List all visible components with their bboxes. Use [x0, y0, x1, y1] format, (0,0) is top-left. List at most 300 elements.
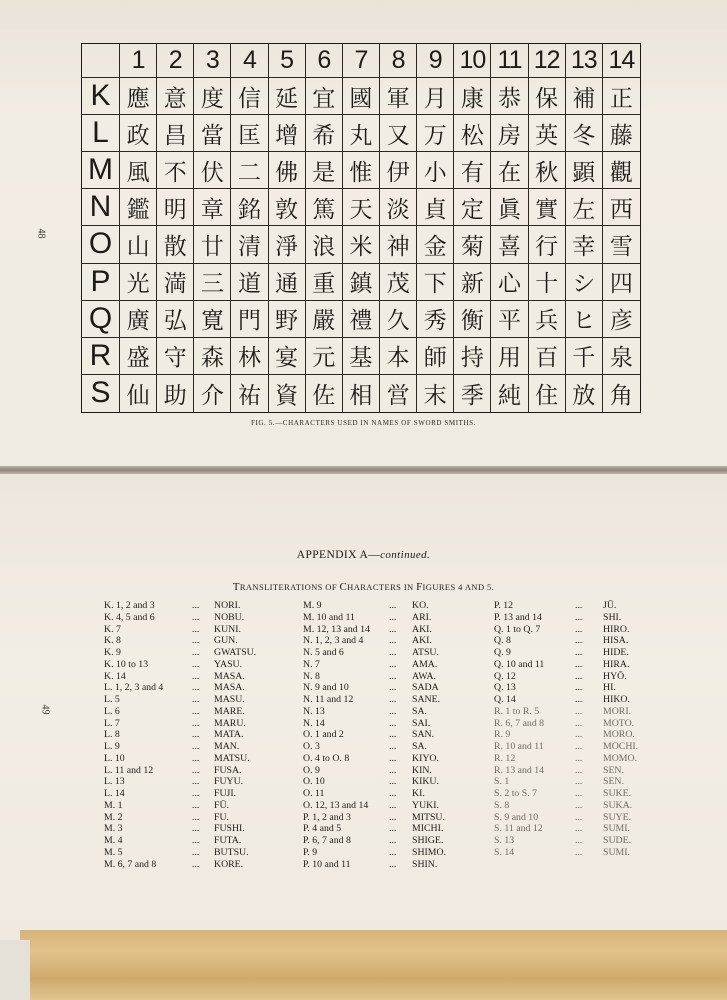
kanji-cell: 弘: [157, 301, 194, 338]
kanji-cell: 宜: [306, 78, 343, 115]
transliteration-ref: S. 11 and 12: [494, 823, 543, 835]
transliteration-value: MASA.: [214, 670, 245, 682]
kanji-cell: 久: [380, 301, 417, 338]
kanji-cell: 散: [157, 226, 194, 263]
transliteration-value: SHI.: [603, 611, 622, 623]
leader-dots: ...: [192, 776, 200, 788]
leader-dots: ...: [575, 752, 583, 764]
transliteration-ref: R. 12: [494, 752, 516, 764]
leader-dots: ...: [192, 752, 200, 764]
page-edge-shadow: [0, 940, 30, 1000]
leader-dots: ...: [389, 611, 397, 623]
leader-dots: ...: [389, 858, 397, 870]
transliteration-value: HIRA.: [603, 658, 630, 670]
kanji-cell: 不: [157, 152, 194, 189]
kanji-cell: 幸: [566, 226, 603, 263]
leader-dots: ...: [575, 600, 583, 611]
kanji-cell: 恭: [491, 78, 528, 115]
leader-dots: ...: [389, 752, 397, 764]
transliteration-value: KUNI.: [214, 623, 241, 635]
transliteration-ref: L. 6: [104, 705, 120, 717]
transliteration-value: NOBU.: [214, 611, 245, 623]
transliteration-value: HISA.: [603, 635, 629, 647]
transliteration-ref: Q. 10 and 11: [494, 658, 545, 670]
leader-dots: ...: [575, 799, 583, 811]
leader-dots: ...: [575, 788, 583, 799]
transliteration-ref: L. 5: [104, 694, 120, 705]
kanji-cell: 角: [609, 382, 633, 409]
column-header: 1: [120, 44, 157, 78]
transliteration-ref: M. 6, 7 and 8: [104, 858, 157, 870]
leader-dots: ...: [192, 835, 200, 846]
leader-dots: ...: [575, 670, 583, 682]
transliteration-ref: K. 9: [104, 647, 121, 658]
kanji-cell: 助: [157, 375, 194, 412]
transliteration-value: HIDE.: [603, 647, 629, 658]
kanji-cell: 正: [603, 78, 640, 115]
kanji-cell: 光: [120, 264, 157, 301]
leader-dots: ...: [575, 823, 583, 835]
kanji-cell: 禮: [343, 301, 380, 338]
kanji-cell: 浪: [306, 226, 343, 263]
kanji-cell: 增: [269, 115, 306, 152]
row-header: R: [82, 338, 120, 375]
transliteration-ref: S. 2 to S. 7: [494, 788, 538, 799]
transliteration-ref: O. 9: [303, 764, 320, 776]
leader-dots: ...: [192, 788, 200, 799]
kanji-cell: 行: [529, 226, 566, 263]
row-header: N: [82, 189, 120, 226]
leader-dots: ...: [575, 835, 583, 846]
transliteration-value: SHIMO.: [412, 846, 447, 858]
transliteration-value: AKI.: [412, 623, 432, 635]
transliteration-value: AMA.: [412, 658, 438, 670]
transliteration-ref: P. 1, 2 and 3: [303, 811, 351, 823]
kanji-cell: シ: [566, 264, 603, 301]
kanji-cell: 新: [454, 264, 491, 301]
transliteration-ref: N. 7: [303, 658, 320, 670]
transliteration-ref: O. 3: [303, 741, 320, 752]
transliteration-ref: S. 1: [494, 776, 510, 788]
kanji-cell: 重: [306, 264, 343, 301]
transliteration-ref: S. 14: [494, 846, 515, 858]
transliteration-value: MITSU.: [412, 811, 445, 823]
transliteration-ref: K. 14: [104, 670, 126, 682]
transliteration-ref: S. 8: [494, 799, 510, 811]
transliteration-value: KIN.: [412, 764, 432, 776]
leader-dots: ...: [575, 764, 583, 776]
kanji-cell: 章: [194, 189, 231, 226]
kanji-cell: 匡: [231, 115, 268, 152]
transliteration-value: MARU.: [214, 717, 246, 729]
kanji-cell: 茂: [380, 264, 417, 301]
transliteration-ref: R. 13 and 14: [494, 764, 545, 776]
leader-dots: ...: [575, 846, 583, 858]
kanji-cell: 定: [454, 189, 491, 226]
transliteration-ref: M. 4: [104, 835, 123, 846]
kanji-cell: 本: [380, 338, 417, 375]
transliteration-value: ATSU.: [412, 647, 439, 658]
column-header: 5: [269, 44, 306, 78]
kanji-cell: 末: [417, 375, 454, 412]
leader-dots: ...: [575, 682, 583, 694]
subtitle-part-2: HARACTERS IN: [347, 582, 417, 592]
kanji-cell: 秀: [417, 301, 454, 338]
transliteration-value: SAI.: [412, 717, 431, 729]
leader-dots: ...: [389, 670, 397, 682]
kanji-cell: 衡: [454, 301, 491, 338]
transliteration-value: MOMO.: [603, 752, 638, 764]
kanji-cell: 明: [157, 189, 194, 226]
kanji-cell: 又: [380, 115, 417, 152]
transliteration-ref: K. 4, 5 and 6: [104, 611, 155, 623]
kanji-cell: 千: [566, 338, 603, 375]
transliteration-ref: L. 11 and 12: [104, 764, 154, 776]
transliteration-value: MOCHI.: [603, 741, 639, 752]
transliteration-ref: Q. 13: [494, 682, 516, 694]
kanji-cell: 軍: [380, 78, 417, 115]
kanji-cell: 顕: [566, 152, 603, 189]
kanji-cell: 政: [120, 115, 157, 152]
transliteration-ref: O. 12, 13 and 14: [303, 799, 369, 811]
leader-dots: ...: [192, 682, 200, 694]
leader-dots: ...: [389, 682, 397, 694]
kanji-cell: 佐: [306, 375, 343, 412]
transliteration-ref: M. 12, 13 and 14: [303, 623, 370, 635]
leader-dots: ...: [575, 647, 583, 658]
kanji-cell: 林: [231, 338, 268, 375]
leader-dots: ...: [389, 764, 397, 776]
leader-dots: ...: [192, 729, 200, 741]
transliteration-ref: P. 12: [494, 600, 514, 611]
transliteration-value: MATSU.: [214, 752, 250, 764]
column-header: 12: [529, 44, 566, 78]
transliteration-value: AWA.: [412, 670, 436, 682]
transliteration-value: YUKI.: [412, 799, 439, 811]
column-header: 6: [306, 44, 343, 78]
leader-dots: ...: [192, 717, 200, 729]
appendix-title-main: APPENDIX A—: [296, 549, 381, 561]
transliteration-value: FŪ.: [214, 799, 229, 811]
transliteration-value: MICHI.: [412, 823, 444, 835]
transliteration-ref: N. 11 and 12: [303, 694, 354, 705]
kanji-cell: 補: [566, 78, 603, 115]
transliteration-ref: S. 13: [494, 835, 515, 846]
transliteration-ref: R. 1 to R. 5: [494, 705, 540, 717]
kanji-cell: 満: [157, 264, 194, 301]
subtitle-c: C: [339, 581, 348, 593]
kanji-cell: 淡: [380, 189, 417, 226]
kanji-cell: 康: [454, 78, 491, 115]
kanji-cell: 元: [306, 338, 343, 375]
kanji-cell: 是: [306, 152, 343, 189]
kanji-cell: 小: [417, 152, 454, 189]
column-header: 4: [231, 44, 268, 78]
row-header: L: [82, 115, 120, 152]
column-header: 13: [566, 44, 603, 78]
kanji-cell: 用: [491, 338, 528, 375]
leader-dots: ...: [192, 623, 200, 635]
transliteration-value: HIKO.: [603, 694, 630, 705]
transliteration-value: HIRO.: [603, 623, 630, 635]
kanji-cell: 三: [194, 264, 231, 301]
transliteration-ref: S. 9 and 10: [494, 811, 539, 823]
transliteration-ref: K. 1, 2 and 3: [104, 600, 155, 611]
kanji-cell: 嚴: [306, 301, 343, 338]
transliteration-ref: L. 14: [104, 788, 125, 799]
transliteration-value: KI.: [412, 788, 425, 799]
transliteration-value: SA.: [412, 705, 427, 717]
leader-dots: ...: [192, 635, 200, 647]
kanji-cell: 觀: [603, 152, 640, 189]
kanji-cell: 野: [269, 301, 306, 338]
kanji-cell: 二: [231, 152, 268, 189]
leader-dots: ...: [192, 741, 200, 752]
leader-dots: ...: [389, 835, 397, 846]
transliteration-ref: N. 5 and 6: [303, 647, 344, 658]
transliteration-ref: L. 1, 2, 3 and 4: [104, 682, 164, 694]
transliteration-ref: R. 10 and 11: [494, 741, 544, 752]
kanji-cell: 冬: [566, 115, 603, 152]
kanji-cell: 彦: [603, 301, 640, 338]
transliteration-value: FUSA.: [214, 764, 242, 776]
transliteration-value: MASU.: [214, 694, 245, 705]
leader-dots: ...: [192, 764, 200, 776]
page-number-48: 48: [35, 228, 47, 239]
transliteration-ref: Q. 9: [494, 647, 511, 658]
transliteration-value: SUMI.: [603, 823, 630, 835]
kanji-cell: 有: [454, 152, 491, 189]
transliteration-ref: O. 4 to O. 8: [303, 752, 350, 764]
transliteration-value: SUKA.: [603, 799, 633, 811]
kanji-cell: 眞: [491, 189, 528, 226]
transliteration-ref: O. 10: [303, 776, 325, 788]
kanji-cell: 月: [417, 78, 454, 115]
transliteration-ref: N. 9 and 10: [303, 682, 349, 694]
kanji-cell: 淨: [269, 226, 306, 263]
transliteration-value: ARI.: [412, 611, 432, 623]
transliteration-ref: L. 10: [104, 752, 125, 764]
transliteration-ref: N. 14: [303, 717, 325, 729]
transliteration-value: KO.: [412, 600, 429, 611]
transliteration-ref: K. 7: [104, 623, 121, 635]
transliteration-value: HI.: [603, 682, 616, 694]
table-corner-cell: [82, 44, 120, 78]
kanji-cell: 伊: [380, 152, 417, 189]
leader-dots: ...: [192, 694, 200, 705]
appendix-title-continued: continued.: [380, 549, 431, 561]
kanji-cell: 篤: [306, 189, 343, 226]
kanji-cell: 秋: [529, 152, 566, 189]
transliteration-value: KORE.: [214, 858, 244, 870]
leader-dots: ...: [389, 694, 397, 705]
transliteration-value: MAN.: [214, 741, 240, 752]
kanji-cell: 百: [529, 338, 566, 375]
leader-dots: ...: [389, 776, 397, 788]
kanji-cell: 天: [343, 189, 380, 226]
column-header: 7: [343, 44, 380, 78]
kanji-cell: 万: [417, 115, 454, 152]
row-header: S: [82, 375, 120, 412]
transliteration-value: GWATSU.: [214, 647, 257, 658]
kanji-cell: 佛: [269, 152, 306, 189]
transliteration-value: KIYO.: [412, 752, 439, 764]
transliteration-ref: Q. 12: [494, 670, 516, 682]
transliteration-ref: P. 9: [303, 846, 318, 858]
transliteration-ref: M. 3: [104, 823, 123, 835]
transliteration-value: MOTO.: [603, 717, 635, 729]
kanji-cell: 銘: [231, 189, 268, 226]
kanji-cell: 四: [603, 264, 640, 301]
kanji-cell: ヒ: [566, 301, 603, 338]
transliteration-ref: L. 9: [104, 741, 120, 752]
transliteration-ref: L. 8: [104, 729, 120, 741]
transliteration-value: KIKU.: [412, 776, 439, 788]
kanji-cell: 在: [491, 152, 528, 189]
column-header: 2: [157, 44, 194, 78]
kanji-cell: 住: [529, 375, 566, 412]
kanji-cell: 房: [491, 115, 528, 152]
leader-dots: ...: [389, 647, 397, 658]
leader-dots: ...: [389, 658, 397, 670]
page-number-49: 49: [39, 704, 51, 715]
kanji-cell: 基: [343, 338, 380, 375]
transliteration-value: GUN.: [214, 635, 238, 647]
leader-dots: ...: [575, 705, 583, 717]
leader-dots: ...: [389, 635, 397, 647]
kanji-cell: 鑑: [120, 189, 157, 226]
kanji-cell: 藤: [603, 115, 640, 152]
transliteration-ref: O. 11: [303, 788, 325, 799]
kanji-cell: 菊: [454, 226, 491, 263]
column-header: 3: [194, 44, 231, 78]
kanji-cell: 宴: [269, 338, 306, 375]
kanji-cell: 純: [491, 375, 528, 412]
kanji-cell: 金: [417, 226, 454, 263]
leader-dots: ...: [389, 741, 397, 752]
leader-dots: ...: [192, 647, 200, 658]
transliteration-value: SUYE.: [603, 811, 632, 823]
kanji-cell: 意: [157, 78, 194, 115]
kanji-cell: 左: [566, 189, 603, 226]
kanji-cell: 英: [529, 115, 566, 152]
kanji-cell: 保: [529, 78, 566, 115]
transliteration-value: HYŌ.: [603, 670, 627, 682]
kanji-cell: 心: [491, 264, 528, 301]
kanji-cell: 昌: [157, 115, 194, 152]
leader-dots: ...: [192, 811, 200, 823]
leader-dots: ...: [192, 658, 200, 670]
kanji-cell: 敦: [269, 189, 306, 226]
page-48: [0, 0, 727, 466]
kanji-cell: 季: [454, 375, 491, 412]
transliteration-value: FUJI.: [214, 788, 237, 799]
leader-dots: ...: [389, 811, 397, 823]
transliteration-ref: Q. 1 to Q. 7: [494, 623, 541, 635]
figure-caption: FIG. 5.—CHARACTERS USED IN NAMES OF SWORD SMITHS.: [250, 419, 477, 427]
appendix-subtitle: [0, 581, 727, 593]
kanji-cell: 伏: [194, 152, 231, 189]
kanji-cell: 道: [231, 264, 268, 301]
kanji-cell: 守: [157, 338, 194, 375]
transliteration-value: YASU.: [214, 658, 243, 670]
transliteration-value: FUSHI.: [214, 823, 245, 835]
kanji-cell: 西: [603, 189, 640, 226]
kanji-cell: 度: [194, 78, 231, 115]
transliteration-ref: M. 5: [104, 846, 123, 858]
transliteration-ref: R. 6, 7 and 8: [494, 717, 545, 729]
leader-dots: ...: [575, 623, 583, 635]
leader-dots: ...: [192, 600, 200, 611]
appendix-title: [0, 549, 727, 561]
leader-dots: ...: [389, 799, 397, 811]
transliteration-ref: K. 8: [104, 635, 121, 647]
kanji-cell: 當: [194, 115, 231, 152]
leader-dots: ...: [192, 705, 200, 717]
transliteration-value: SADA: [412, 682, 439, 694]
book-gutter: [0, 466, 727, 474]
kanji-cell: 雪: [603, 226, 640, 263]
transliteration-value: SEN.: [603, 776, 624, 788]
leader-dots: ...: [575, 694, 583, 705]
leader-dots: ...: [389, 717, 397, 729]
subtitle-t: T: [232, 581, 240, 593]
column-header: 14: [603, 44, 640, 78]
subtitle-part-3: IGURES 4 AND 5.: [422, 582, 495, 592]
kanji-cell: 下: [417, 264, 454, 301]
leader-dots: ...: [389, 823, 397, 835]
column-header: 11: [491, 44, 528, 78]
row-header: P: [82, 264, 120, 301]
kanji-cell: 喜: [491, 226, 528, 263]
transliteration-ref: M. 10 and 11: [303, 611, 355, 623]
leader-dots: ...: [575, 729, 583, 741]
leader-dots: ...: [192, 858, 200, 870]
transliteration-value: SA.: [412, 741, 427, 752]
kanji-cell: 惟: [343, 152, 380, 189]
leader-dots: ...: [575, 658, 583, 670]
transliteration-value: MORO.: [603, 729, 635, 741]
subtitle-part-1: RANSLITERATIONS OF: [239, 582, 340, 592]
transliteration-value: FU.: [214, 811, 229, 823]
transliteration-ref: M. 9: [303, 600, 322, 611]
kanji-cell: 通: [269, 264, 306, 301]
kanji-cell: 寛: [194, 301, 231, 338]
kanji-cell: 神: [380, 226, 417, 263]
transliteration-ref: P. 6, 7 and 8: [303, 835, 351, 846]
leader-dots: ...: [575, 811, 583, 823]
transliteration-value: SAN.: [412, 729, 435, 741]
leader-dots: ...: [389, 729, 397, 741]
transliteration-ref: M. 2: [104, 811, 123, 823]
transliteration-ref: N. 8: [303, 670, 320, 682]
kanji-cell: 風: [120, 152, 157, 189]
transliteration-value: SUMI.: [603, 846, 630, 858]
kanji-cell: 松: [454, 115, 491, 152]
kanji-cell: 希: [306, 115, 343, 152]
leader-dots: ...: [575, 717, 583, 729]
kanji-cell: 持: [454, 338, 491, 375]
transliteration-ref: Q. 14: [494, 694, 516, 705]
leader-dots: ...: [192, 846, 200, 858]
kanji-cell: 資: [269, 375, 306, 412]
transliteration-value: SANE.: [412, 694, 441, 705]
row-header: O: [82, 226, 120, 263]
transliteration-ref: K. 10 to 13: [104, 658, 149, 670]
transliteration-value: SUKE.: [603, 788, 632, 799]
kanji-cell: 盛: [120, 338, 157, 375]
transliteration-ref: M. 1: [104, 799, 123, 811]
